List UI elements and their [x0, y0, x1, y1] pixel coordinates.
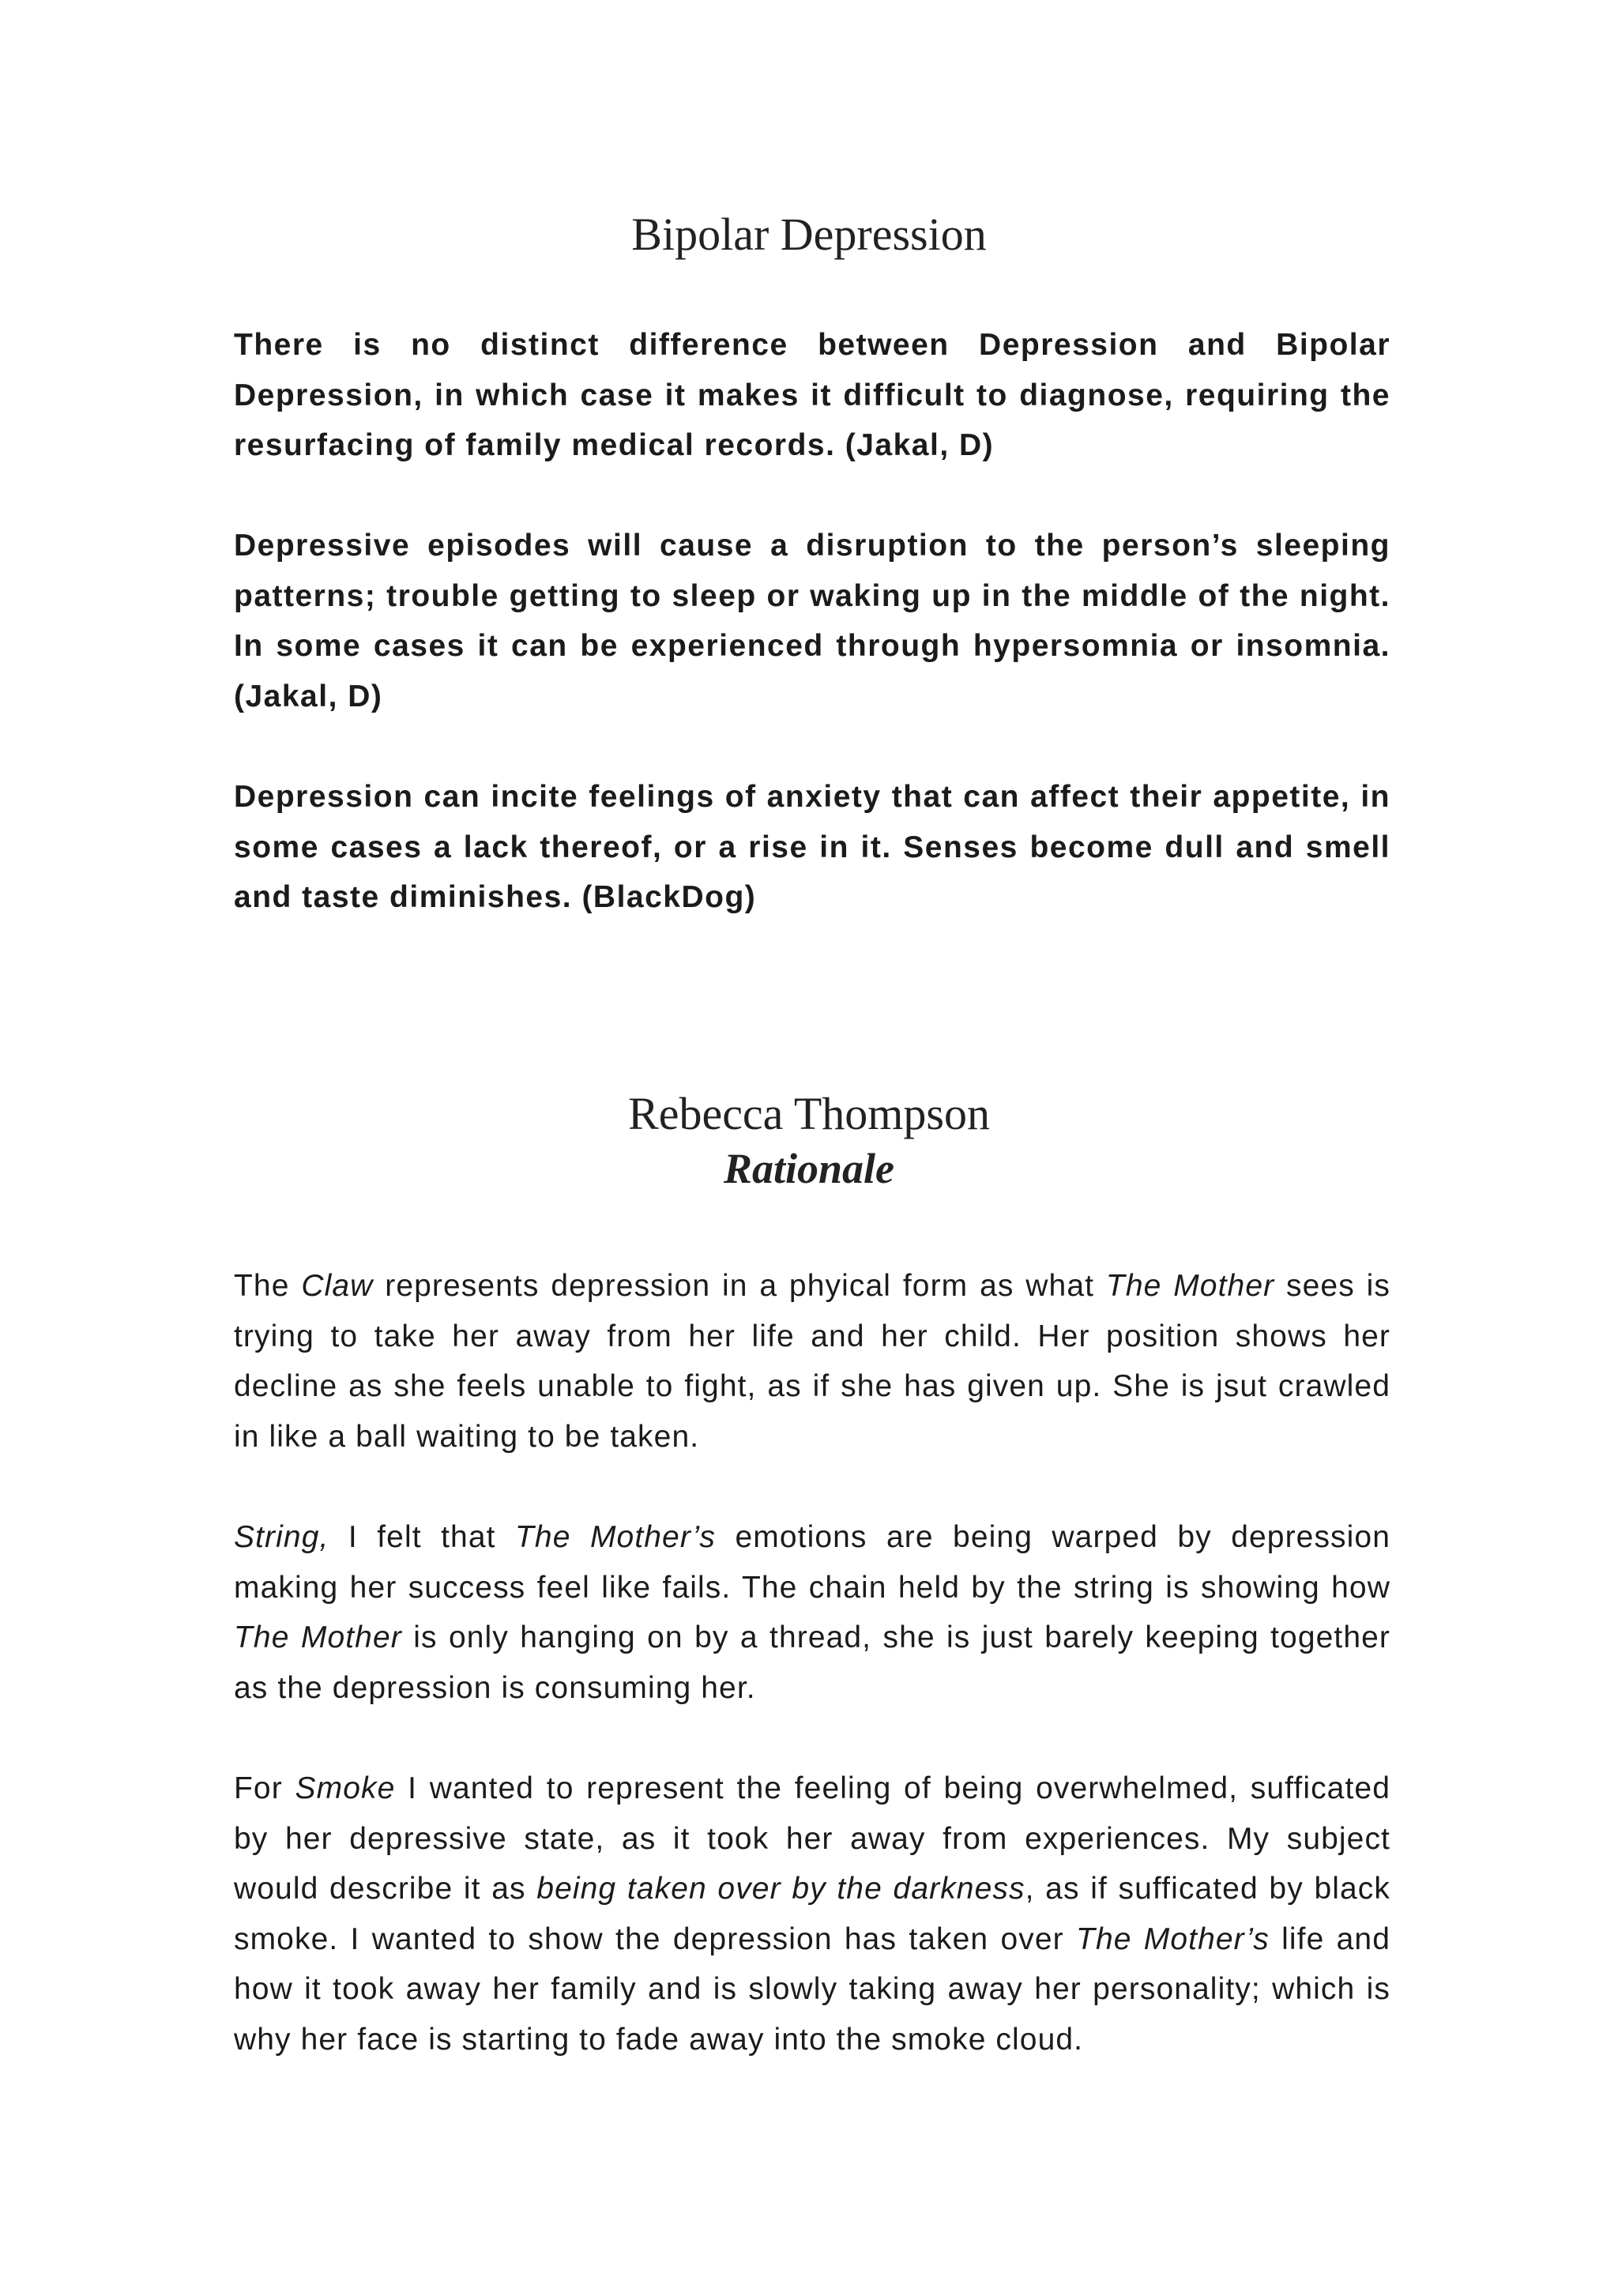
- rationale-subtitle: Rationale: [723, 1145, 895, 1192]
- paragraph-smoke: For Smoke I wanted to represent the feeling of being overwhelmed, sufficated by her depressive state, as it took her away from experiences. My subject would describe it as being taken over by the darkness, as if sufficated by black smoke. I wanted to show the depression has taken over The Mother’s life and how it took away her family and is slowly taking away her personality; which is why her face is starting to fade away into the smoke cloud.: [234, 1771, 1391, 2057]
- paragraph-claw: The Claw represents depression in a phyical form as what The Mother sees is trying to take her away from her life and her child. Her position shows her decline as she feels unable to fight, as if she has given up. She is jsut crawled in like a ball waiting to be taken.: [234, 1269, 1390, 1454]
- author-name: Rebecca Thompson: [628, 1088, 990, 1139]
- paragraph-sleep: Depressive episodes will cause a disruption to the person’s sleeping patterns; trouble getting to sleep or waking up in the middle of the night. In some cases it can be experienced through hypersomnia or insomnia. (Jakal, D): [234, 529, 1390, 713]
- paragraph-appetite: Depression can incite feelings of anxiety that can affect their appetite, in some cases a lack thereof, or a rise in it. Senses become dull and smell and taste diminishes. (BlackDog): [234, 780, 1390, 914]
- paragraph-string: String, I felt that The Mother’s emotions are being warped by depression making her success feel like fails. The chain held by the string is showing how The Mother is only hanging on by a thread, she is just barely keeping together as the depression is consuming her.: [234, 1520, 1391, 1705]
- section-title-bipolar-depression: Bipolar Depression: [631, 209, 987, 260]
- paragraph-difference: There is no distinct difference between Depression and Bipolar Depression, in which case it makes it difficult to diagnose, requiring the resurfacing of family medical records. (Jakal, D): [234, 328, 1390, 462]
